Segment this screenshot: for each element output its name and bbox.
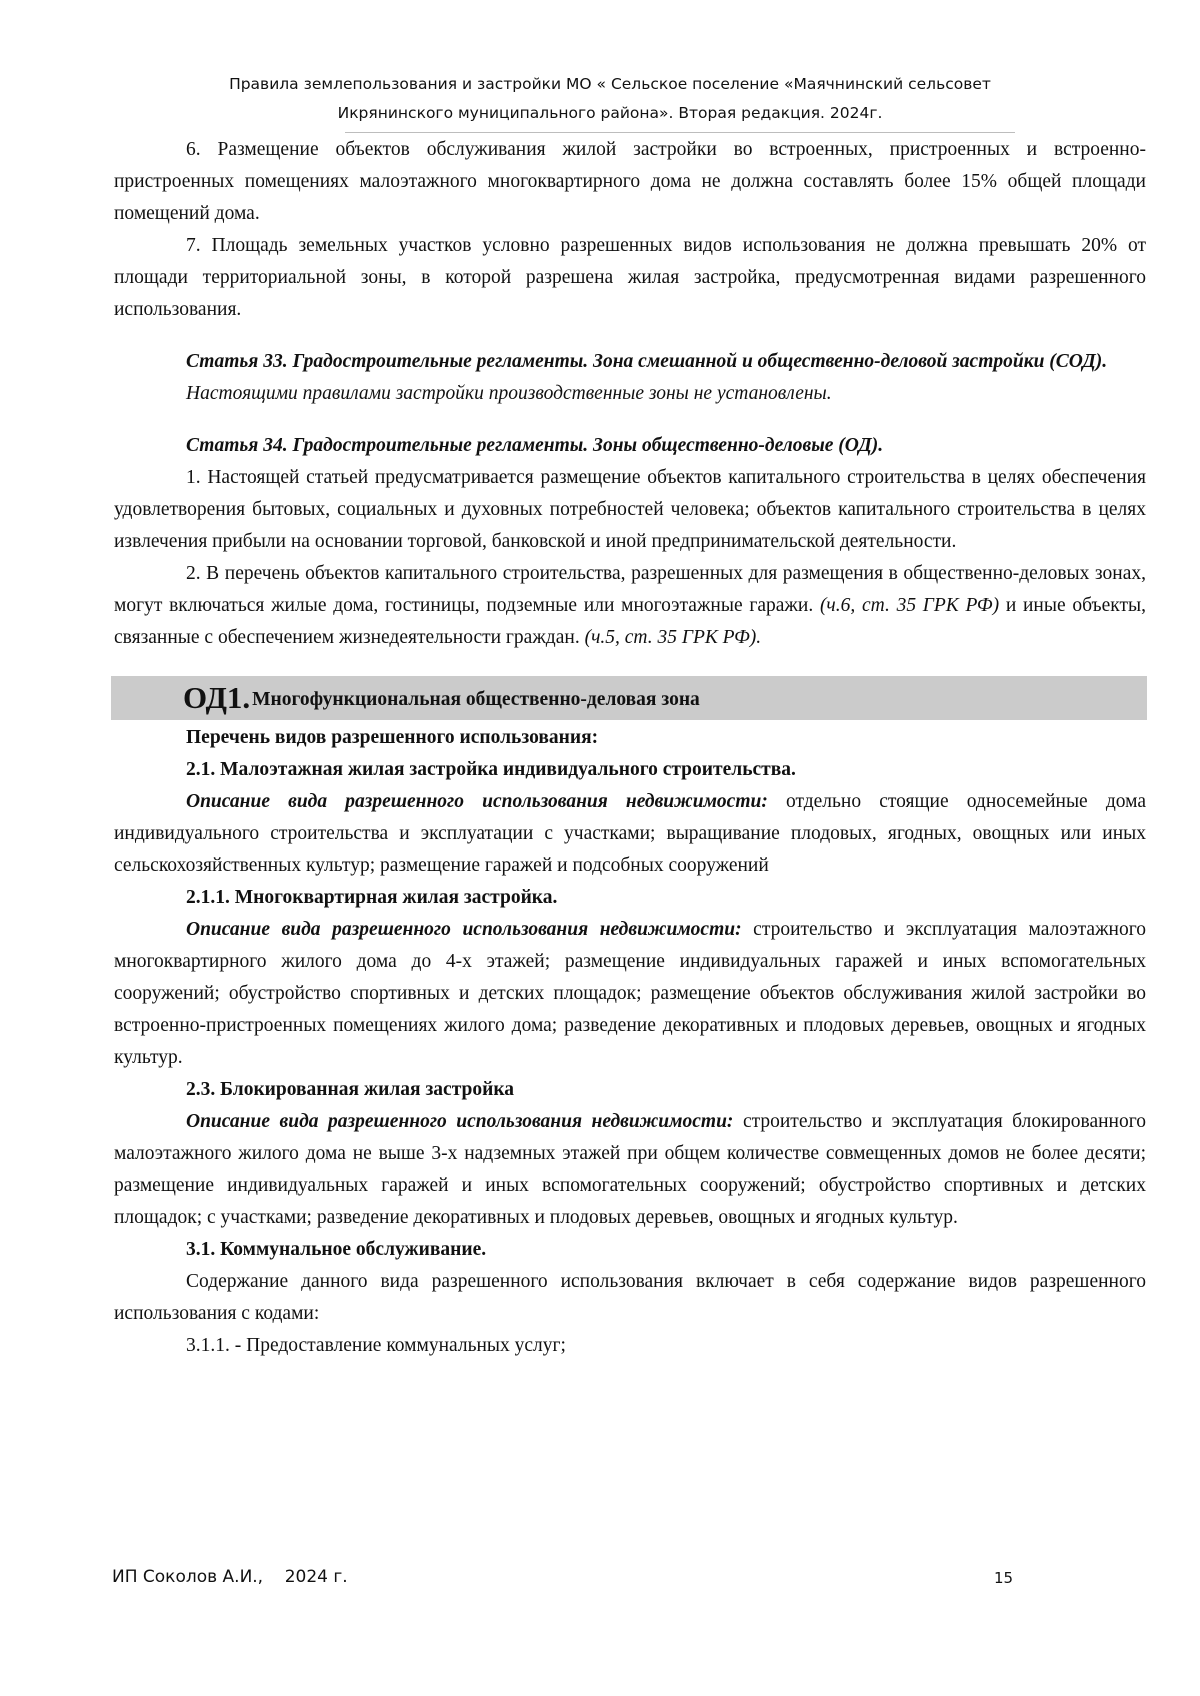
footer-author: ИП Соколов А.И., 2024 г. [112,1567,348,1587]
description-label: Описание вида разрешенного использования недвижимости: [186,791,768,812]
section-2-1-title: 2.1. Малоэтажная жилая застройка индивидуального строительства. [186,759,796,780]
header-divider [345,132,1015,133]
section-3-1-text: Содержание данного вида разрешенного использования включает в себя содержание видов разрешенного использования с кодами: [114,1271,1146,1324]
page-header [110,70,1110,128]
article-34-p2-text-a: 2. В перечень объектов капитального строительства, разрешенных для размещения в общественно-деловых зонах, могут включаться жилые дома, гостиницы, подземные или многоэтажные гаражи. [114,563,1146,616]
header-line-1: Правила землепользования и застройки МО « Сельское поселение «Маячнинский сельсовет [229,75,991,93]
section-2-3-description [114,1106,1146,1234]
article-33-text: Настоящими правилами застройки производственные зоны не установлены. [186,383,832,404]
section-2-3-title: 2.3. Блокированная жилая застройка [186,1079,515,1100]
section-3-1-1-item: 3.1.1. - Предоставление коммунальных услуг; [186,1335,566,1356]
article-34-p2-reference-2: (ч.5, ст. 35 ГРК РФ). [584,627,762,648]
section-2-1-description [114,786,1146,882]
document-body [114,134,1146,1362]
article-34-title: Статья 34. Градостроительные регламенты. Зоны общественно-деловые (ОД). [186,435,884,456]
section-2-1-text: отдельно стоящие односемейные дома индивидуального строительства и эксплуатации с участками; выращивание плодовых, ягодных, овощных или иных сельскохозяйственных культур; размещение гаражей и подсобных сооружений [114,791,1146,876]
article-34-paragraph-1: 1. Настоящей статьей предусматривается размещение объектов капитального строительства в целях обеспечения удовлетворения бытовых, социальных и духовных потребностей человека; объектов капитального строительства в целях извлечения прибыли на основании торговой, банковской и иной предпринимательской деятельности. [114,467,1146,552]
section-3-1-title: 3.1. Коммунальное обслуживание. [186,1239,487,1260]
paragraph-6: 6. Размещение объектов обслуживания жилой застройки во встроенных, пристроенных и встроенно-пристроенных помещениях малоэтажного многоквартирного дома не должна составлять более 15% общей площади помещений дома. [114,139,1146,224]
zone-name: Многофункциональная общественно-деловая зона [252,689,700,710]
section-2-3-text: строительство и эксплуатация блокированного малоэтажного жилого дома не выше 3-х надземных этажей при общем количестве совмещенных домов не более десяти; размещение индивидуальных гаражей и иных вспомогательных сооружений; обустройство спортивных и детских площадок; с участками; разведение декоративных и плодовых деревьев, овощных и ягодных культур. [114,1111,1146,1228]
section-2-1-1-description [114,914,1146,1074]
page-number: 15 [994,1569,1014,1587]
zone-heading-bar [111,676,1147,720]
zone-code: ОД1. [183,680,251,715]
article-34-paragraph-2 [114,558,1146,654]
description-label: Описание вида разрешенного использования недвижимости: [186,919,742,940]
article-34-p2-reference-1: (ч.6, ст. 35 ГРК РФ) [819,595,1000,616]
header-line-2: Икрянинского муниципального района». Вторая редакция. 2024г. [337,104,883,122]
list-title: Перечень видов разрешенного использования: [186,727,599,748]
section-2-1-1-text: строительство и эксплуатация малоэтажного многоквартирного жилого дома до 4-х этажей; размещение индивидуальных гаражей и иных вспомогательных сооружений; обустройство спортивных и детских площадок; размещение объектов обслуживания жилой застройки во встроенно-пристроенных помещениях жилого дома; разведение декоративных и плодовых деревьев, овощных и ягодных культур. [114,919,1147,1068]
description-label: Описание вида разрешенного использования недвижимости: [186,1111,734,1132]
article-33-title: Статья 33. Градостроительные регламенты. Зона смешанной и общественно-деловой застройки (СОД). [186,351,1108,372]
article-34-p2-text-b: и иные объекты, связанные с обеспечением жизнедеятельности граждан. [114,595,1147,648]
paragraph-7: 7. Площадь земельных участков условно разрешенных видов использования не должна превышать 20% от площади территориальной зоны, в которой разрешена жилая застройка, предусмотренная видами разрешенного использования. [114,235,1146,320]
section-2-1-1-title: 2.1.1. Многоквартирная жилая застройка. [186,887,558,908]
